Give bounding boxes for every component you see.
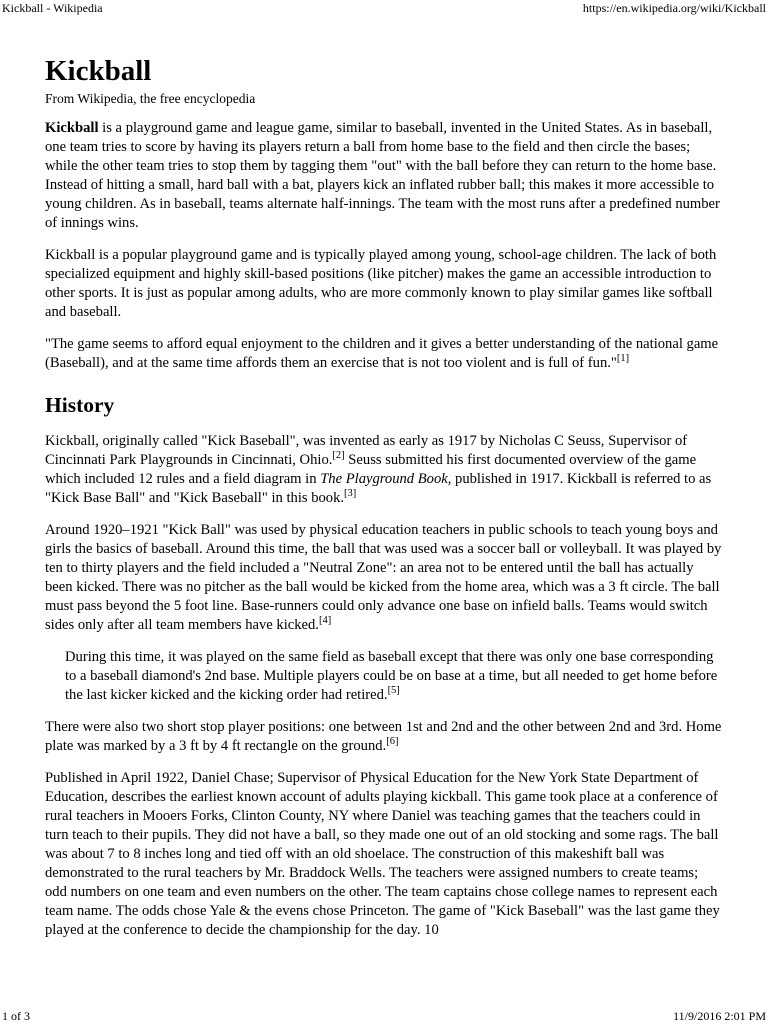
page-url[interactable]: https://en.wikipedia.org/wiki/Kickball: [582, 1, 766, 15]
citation-link[interactable]: [5]: [387, 685, 400, 697]
citation-link[interactable]: [3]: [344, 488, 357, 500]
history-p4-text: There were also two short stop player positions: one between 1st and 2nd and the other between 2nd and 3rd. Home plate was marked by a 3 ft by 4 ft rectangle on the ground.: [45, 719, 722, 754]
history-paragraph-5: Published in April 1922, Daniel Chase; Supervisor of Physical Education for the New York State Department of Education, describes the earliest known account of adults playing kickball. This game took place at a conference of rural teachers in Mooers Forks, Clinton County, NY where Daniel was teaching games that the teachers could in turn teach to their pupils. They did not have a ball, so they made one out of an old stocking and some rags. The ball was about 7 to 8 inches long and tied off with an old shoelace. The construction of this makeshift ball was demonstrated to the rural teachers by Mr. Braddock Wells. The teachers were assigned numbers to create teams; odd numbers on one team and even numbers on the other. The team captains chose college names to represent each team name. The odds chose Yale & the evens chose Princeton. The game of "Kick Baseball" was the last game they played at the conference to decide the championship for the day. 10: [45, 770, 720, 938]
intro-quote: "The game seems to afford equal enjoyment to the children and it gives a better understanding of the national game (Baseball), and at the same time affords them an exercise that is not too violent and is full of fun.": [45, 336, 719, 371]
history-paragraph-3: [45, 648, 723, 705]
citation-link[interactable]: [1]: [616, 353, 630, 365]
section-heading-history: History: [45, 393, 115, 417]
page-indicator: 1 of 3: [2, 1009, 30, 1023]
print-footer: [0, 1008, 768, 1024]
history-p3-text: During this time, it was played on the same field as baseball except that there was only one base corresponding to a baseball diamond's 2nd base. Multiple players could be on base at a time, but all needed to get home before the last kicker kicked and the kicking order had retired.: [65, 649, 718, 703]
history-paragraph-4: [45, 718, 723, 756]
history-p1-a: Kickball, originally called "Kick Baseball", was invented as early as 1917 by Nicholas C Seuss, Supervisor of Cincinnati Park Playgrounds in Cincinnati, Ohio.: [45, 433, 688, 468]
print-timestamp: 11/9/2016 2:01 PM: [673, 1009, 766, 1023]
citation-link[interactable]: [4]: [318, 615, 332, 627]
history-paragraph-1: [45, 432, 723, 508]
intro-paragraph-3: [45, 335, 723, 373]
history-p1-b: Seuss submitted his first documented overview of the game which included 12 rules and a field diagram in: [45, 452, 697, 487]
page-title: Kickball: [45, 55, 152, 87]
tagline: From Wikipedia, the free encyclopedia: [45, 91, 256, 106]
intro-paragraph-2: Kickball is a popular playground game and is typically played among young, school-age children. The lack of both specialized equipment and highly skill-based positions (like pitcher) makes the game an accessible introduction to other sports. It is just as popular among adults, who are more commonly known to play similar games like softball and baseball.: [45, 247, 717, 320]
article-content: [45, 52, 723, 953]
print-header: [0, 0, 768, 16]
intro-paragraph-1: [45, 119, 723, 233]
history-paragraph-2: [45, 521, 723, 635]
intro-paragraph-1-text: is a playground game and league game, similar to baseball, invented in the United States. As in baseball, one team tries to score by having its players return a ball from home base to the field and then circle the bases; while the other team tries to stop them by tagging them "out" with the ball before they can return to the home base. Instead of hitting a small, hard ball with a bat, players kick an inflated rubber ball; this makes it more accessible to young children. As in baseball, teams alternate half-innings. The team with the most runs after a predefined number of innings wins.: [45, 120, 720, 231]
bold-term: Kickball: [45, 120, 99, 136]
history-p1-c: , published in 1917. Kickball is referred to as "Kick Base Ball" and "Kick Baseball" in this book.: [45, 471, 712, 506]
citation-link[interactable]: [2]: [332, 450, 345, 462]
tab-title: Kickball - Wikipedia: [2, 1, 103, 15]
book-title: The Playground Book: [320, 471, 448, 487]
citation-link[interactable]: [6]: [386, 736, 399, 748]
history-p2-text: Around 1920–1921 "Kick Ball" was used by physical education teachers in public schools to teach young boys and girls the basics of baseball. Around this time, the ball that was used was a soccer ball or volleyball. It was played by ten to thirty players and the field included a "Neutral Zone": an area not to be entered until the ball has actually been kicked. There was no pitcher as the ball would be kicked from the home area, which was a 3 ft circle. The ball must pass beyond the 5 foot line. Base-runners could only advance one base on infield balls. Teams would switch sides only after all team members have kicked.: [45, 522, 722, 633]
